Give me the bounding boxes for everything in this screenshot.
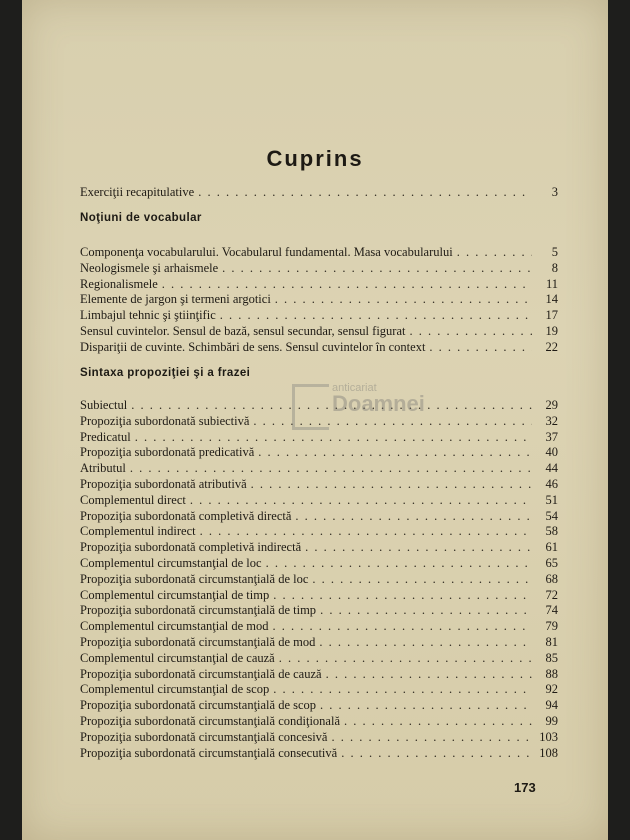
toc-entry-label: Complementul circumstanţial de loc [80, 556, 262, 570]
toc-entry-label: Elemente de jargon şi termeni argotici [80, 292, 271, 307]
toc-entry [80, 682, 558, 698]
leader-dots [266, 556, 532, 571]
leader-dots [319, 635, 532, 650]
toc-entry-page: 65 [545, 556, 558, 570]
toc-entry-page: 79 [545, 619, 558, 634]
watermark-bracket-icon [292, 384, 329, 430]
toc-entry-page: 40 [545, 445, 558, 460]
toc-entry-page: 72 [545, 587, 558, 602]
section-heading-vocabular: Noţiuni de vocabular [80, 212, 202, 224]
toc-entry-page: 51 [545, 492, 558, 507]
page-number: 173 [514, 780, 536, 795]
leader-dots [273, 619, 532, 634]
toc-entry [80, 603, 558, 619]
toc-entry [80, 308, 558, 324]
toc-entry [80, 714, 558, 730]
book-page [22, 0, 608, 840]
toc-entry-page: 103 [539, 729, 558, 744]
section-heading-sintaxa: Sintaxa propoziţiei şi a frazei [80, 367, 251, 379]
leader-dots [200, 524, 532, 539]
toc-entry-label: Propoziţia subordonată circumstanţială concesivă [80, 729, 328, 744]
toc-entry-page: 29 [545, 398, 558, 412]
toc-entry-page: 92 [545, 682, 558, 697]
toc-entry [80, 698, 558, 714]
leader-dots [312, 572, 532, 587]
leader-dots [273, 682, 532, 697]
toc-entry-label: Propoziţia subordonată circumstanţială consecutivă [80, 745, 338, 760]
toc-entry-label: Atributul [80, 461, 126, 476]
toc-entry [80, 493, 558, 509]
leader-dots [198, 185, 532, 200]
toc-entry [80, 667, 558, 683]
toc-entry [80, 540, 558, 556]
leader-dots [162, 277, 532, 292]
toc-entry-label: Limbajul tehnic şi ştiinţific [80, 308, 216, 323]
toc-entry [80, 730, 558, 746]
leader-dots [326, 667, 532, 682]
toc-entry-label: Sensul cuvintelor. Sensul de bază, sensul secundar, sensul figurat [80, 324, 406, 338]
leader-dots [457, 245, 532, 260]
leader-dots [275, 292, 532, 307]
watermark-logo [292, 382, 425, 432]
leader-dots [279, 651, 532, 666]
toc-entry-label: Dispariţii de cuvinte. Schimbări de sens. Sensul cuvintelor în context [80, 339, 426, 354]
leader-dots [341, 746, 532, 761]
toc-entry-page: 85 [545, 650, 558, 665]
toc-entry [80, 746, 558, 762]
toc-entry [80, 651, 558, 667]
toc-entry [80, 261, 558, 277]
toc-entry-label: Neologismele şi arhaismele [80, 260, 219, 275]
toc-entry [80, 445, 558, 461]
leader-dots [409, 324, 532, 339]
toc-entry-label: Propoziţia subordonată predicativă [80, 445, 255, 460]
toc-entry-page: 81 [545, 635, 558, 649]
leader-dots [332, 730, 533, 745]
toc-entry-page: 108 [539, 745, 558, 760]
toc-entry-page: 5 [551, 245, 558, 259]
leader-dots [344, 714, 532, 729]
toc-entry-page: 54 [545, 508, 558, 523]
toc-entry-page: 99 [545, 714, 558, 728]
toc-entry [80, 245, 558, 261]
toc-entry [80, 277, 558, 293]
toc-entry [80, 635, 558, 651]
toc-entry-page: 94 [545, 698, 558, 713]
toc-entry-label: Complementul circumstanţial de mod [80, 619, 269, 634]
toc-entry [80, 324, 558, 340]
leader-dots [220, 308, 532, 323]
toc-entry-page: 88 [545, 666, 558, 681]
leader-dots [130, 461, 532, 476]
leader-dots [305, 540, 532, 555]
leader-dots [429, 340, 532, 355]
toc-entry-label: Predicatul [80, 429, 131, 444]
toc-entry [80, 556, 558, 572]
toc-entry-label: Complementul direct [80, 492, 186, 507]
toc-entry-label: Complementul circumstanţial de scop [80, 682, 270, 697]
toc-entry [80, 292, 558, 308]
toc-entry-page: 22 [545, 339, 558, 354]
toc-entry-page: 11 [545, 276, 558, 291]
toc-entry-label: Propoziţia subordonată circumstanţială de scop [80, 698, 317, 713]
toc-entry-page: 37 [545, 429, 558, 444]
toc-entry [80, 588, 558, 604]
leader-dots [251, 477, 532, 492]
toc-entry [80, 340, 558, 356]
toc-entry-label: Propoziţia subordonată completivă directă [80, 508, 292, 523]
toc-entry [80, 572, 558, 588]
toc-entry-page: 74 [545, 603, 558, 618]
toc-entry-label: Propoziţia subordonată subiectivă [80, 413, 250, 428]
leader-dots [320, 603, 532, 618]
toc-entry-page: 44 [545, 461, 558, 476]
toc-entry-label: Propoziţia subordonată circumstanţială de cauză [80, 666, 322, 681]
toc-entry-page: 17 [545, 308, 558, 323]
toc-entry-label: Propoziţia subordonată circumstanţială de loc [80, 571, 309, 586]
toc-entry-label: Propoziţia subordonată circumstanţială condiţională [80, 714, 340, 728]
leader-dots [222, 261, 532, 276]
toc-entry-label: Complementul circumstanţial de cauză [80, 650, 275, 665]
leader-dots [190, 493, 532, 508]
toc-entry-label: Propoziţia subordonată circumstanţială de mod [80, 635, 316, 649]
toc-entry-label: Subiectul [80, 398, 128, 412]
toc-entry-page: 8 [551, 260, 558, 275]
toc-entry-page: 68 [545, 571, 558, 586]
toc-entry [80, 524, 558, 540]
toc-entry-page: 19 [545, 324, 558, 338]
toc-entry-page: 32 [545, 413, 558, 428]
toc-entry-page: 61 [545, 540, 558, 555]
toc-entry-label: Complementul circumstanţial de timp [80, 587, 270, 602]
leader-dots [273, 588, 532, 603]
toc-entry-page: 46 [545, 477, 558, 491]
page-title: Cuprins [266, 146, 364, 171]
leader-dots [258, 445, 532, 460]
toc-entry-label: Complementul indirect [80, 524, 196, 539]
toc-entry-intro [80, 185, 558, 201]
leader-dots [320, 698, 532, 713]
toc-entry [80, 461, 558, 477]
toc-entry-label: Componenţa vocabularului. Vocabularul fundamental. Masa vocabularului [80, 245, 453, 259]
watermark-line1: anticariat [332, 382, 377, 394]
toc-entry-page: 3 [551, 185, 558, 199]
leader-dots [295, 509, 532, 524]
toc-entry-label: Exerciţii recapitulative [80, 185, 195, 199]
toc-entry [80, 619, 558, 635]
toc-entry-label: Propoziţia subordonată atributivă [80, 477, 247, 491]
toc-entry-label: Propoziţia subordonată completivă indirectă [80, 540, 302, 555]
toc-entry-page: 58 [545, 524, 558, 539]
toc-entry-label: Regionalismele [80, 276, 158, 291]
toc-entry-page: 14 [545, 292, 558, 307]
toc-entry [80, 509, 558, 525]
toc-entry [80, 477, 558, 493]
watermark-line2: Doamnei [332, 391, 425, 416]
toc-entry-label: Propoziţia subordonată circumstanţială de timp [80, 603, 317, 618]
